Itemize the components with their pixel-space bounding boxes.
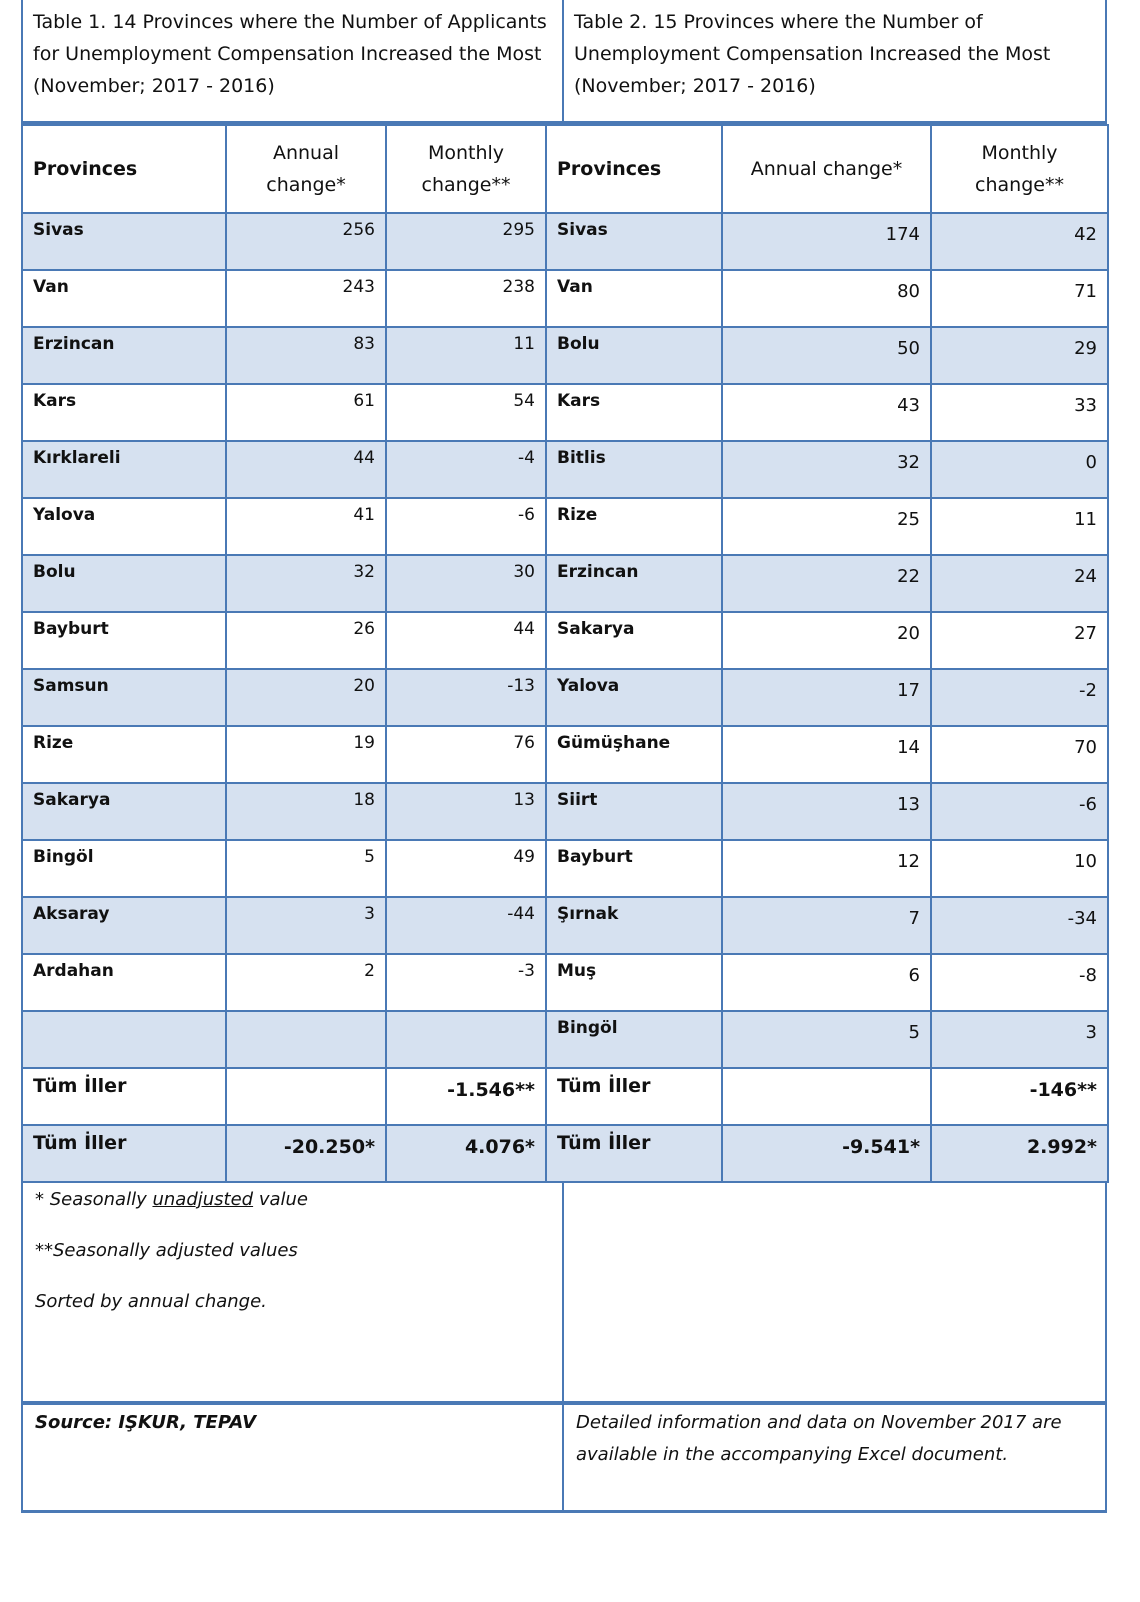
province-right-cell: Erzincan	[546, 555, 722, 612]
table-row	[22, 726, 1108, 783]
table-row	[22, 840, 1108, 897]
annual-left-cell	[226, 1068, 386, 1125]
annual-right-cell: 50	[722, 327, 931, 384]
annual-left-cell: 19	[226, 726, 386, 783]
annual-left-cell: 61	[226, 384, 386, 441]
province-right-cell: Bingöl	[546, 1011, 722, 1068]
source-row	[21, 1405, 1107, 1513]
monthly-left-cell: 49	[386, 840, 546, 897]
annual-right-cell: 25	[722, 498, 931, 555]
annual-right-cell: 7	[722, 897, 931, 954]
province-right-cell: Sivas	[546, 213, 722, 270]
annual-right-cell	[722, 1068, 931, 1125]
province-right-cell: Van	[546, 270, 722, 327]
monthly-right-cell: 10	[931, 840, 1108, 897]
monthly-right-cell: -6	[931, 783, 1108, 840]
table2-title: Table 2. 15 Provinces where the Number of Unemployment Compensation Increased the Most (November; 2017 - 2016)	[574, 11, 1051, 97]
total-row	[22, 1125, 1108, 1182]
monthly-left-cell: -1.546**	[386, 1068, 546, 1125]
monthly-right-cell: 29	[931, 327, 1108, 384]
annual-right-cell: 20	[722, 612, 931, 669]
province-left-cell: Kars	[22, 384, 226, 441]
province-left-cell: Erzincan	[22, 327, 226, 384]
title-row	[21, 0, 1107, 124]
monthly-right-cell: 42	[931, 213, 1108, 270]
header-annual-left: Annual change*	[226, 125, 386, 213]
annual-left-cell: 20	[226, 669, 386, 726]
monthly-left-cell: -13	[386, 669, 546, 726]
annual-right-cell: 43	[722, 384, 931, 441]
province-left-cell: Aksaray	[22, 897, 226, 954]
annual-left-cell: 44	[226, 441, 386, 498]
annual-right-cell: 12	[722, 840, 931, 897]
table-row	[22, 612, 1108, 669]
monthly-right-cell: 0	[931, 441, 1108, 498]
table-row	[22, 213, 1108, 270]
province-left-cell: Bolu	[22, 555, 226, 612]
note-sorted: Sorted by annual change.	[35, 1291, 267, 1312]
annual-right-cell: 80	[722, 270, 931, 327]
header-annual-right: Annual change*	[722, 125, 931, 213]
monthly-left-cell: 295	[386, 213, 546, 270]
monthly-right-cell: 70	[931, 726, 1108, 783]
province-right-cell: Bayburt	[546, 840, 722, 897]
monthly-right-cell: 27	[931, 612, 1108, 669]
province-left-cell: Rize	[22, 726, 226, 783]
notes-row	[21, 1183, 1107, 1405]
table-row	[22, 669, 1108, 726]
annual-left-cell	[226, 1011, 386, 1068]
monthly-left-cell	[386, 1011, 546, 1068]
note-seasonally-unadjusted	[35, 1189, 550, 1210]
monthly-right-cell: 3	[931, 1011, 1108, 1068]
annual-left-cell: 5	[226, 840, 386, 897]
province-right-cell: Rize	[546, 498, 722, 555]
annual-left-cell: -20.250*	[226, 1125, 386, 1182]
notes-cell	[23, 1183, 564, 1401]
province-right-cell: Bitlis	[546, 441, 722, 498]
table-row	[22, 954, 1108, 1011]
monthly-left-cell: -44	[386, 897, 546, 954]
note1-prefix: * Seasonally	[35, 1189, 153, 1210]
province-right-cell: Kars	[546, 384, 722, 441]
table-row	[22, 498, 1108, 555]
header-provinces-right: Provinces	[546, 125, 722, 213]
annual-right-cell: 6	[722, 954, 931, 1011]
header-provinces-left: Provinces	[22, 125, 226, 213]
annual-right-cell: 22	[722, 555, 931, 612]
annual-left-cell: 18	[226, 783, 386, 840]
annual-right-cell: 32	[722, 441, 931, 498]
monthly-right-cell: -2	[931, 669, 1108, 726]
monthly-left-cell: 44	[386, 612, 546, 669]
table-row	[22, 1011, 1108, 1068]
province-left-cell: Van	[22, 270, 226, 327]
annual-left-cell: 3	[226, 897, 386, 954]
monthly-left-cell: 11	[386, 327, 546, 384]
note1-underlined: unadjusted	[152, 1189, 254, 1210]
province-right-cell: Tüm İller	[546, 1125, 722, 1182]
annual-right-cell: 14	[722, 726, 931, 783]
province-left-cell: Tüm İller	[22, 1125, 226, 1182]
monthly-left-cell: 4.076*	[386, 1125, 546, 1182]
monthly-right-cell: 71	[931, 270, 1108, 327]
province-left-cell: Tüm İller	[22, 1068, 226, 1125]
annual-right-cell: 13	[722, 783, 931, 840]
table1-title: Table 1. 14 Provinces where the Number of Applicants for Unemployment Compensation Increased the Most (November; 2017 - 2016)	[23, 0, 564, 121]
header-monthly-right: Monthly change**	[931, 125, 1108, 213]
table-row	[22, 897, 1108, 954]
data-table	[21, 124, 1109, 1183]
monthly-left-cell: 13	[386, 783, 546, 840]
annual-right-cell: 5	[722, 1011, 931, 1068]
annual-left-cell: 243	[226, 270, 386, 327]
report-frame	[21, 0, 1107, 1513]
monthly-left-cell: 238	[386, 270, 546, 327]
annual-left-cell: 256	[226, 213, 386, 270]
annual-right-cell: 17	[722, 669, 931, 726]
source-text: Source: IŞKUR, TEPAV	[23, 1405, 564, 1510]
monthly-right-cell: -146**	[931, 1068, 1108, 1125]
annual-left-cell: 26	[226, 612, 386, 669]
annual-left-cell: 83	[226, 327, 386, 384]
province-left-cell: Bingöl	[22, 840, 226, 897]
header-row	[22, 125, 1108, 213]
province-right-cell: Bolu	[546, 327, 722, 384]
note-seasonally-adjusted: **Seasonally adjusted values	[35, 1240, 298, 1261]
province-left-cell: Sivas	[22, 213, 226, 270]
province-left-cell: Ardahan	[22, 954, 226, 1011]
province-right-cell: Sakarya	[546, 612, 722, 669]
province-right-cell: Yalova	[546, 669, 722, 726]
province-right-cell: Siirt	[546, 783, 722, 840]
monthly-right-cell: 33	[931, 384, 1108, 441]
monthly-left-cell: 76	[386, 726, 546, 783]
monthly-right-cell: 2.992*	[931, 1125, 1108, 1182]
annual-left-cell: 2	[226, 954, 386, 1011]
detailed-info-text: Detailed information and data on November 2017 are available in the accompanying Excel document.	[576, 1412, 1062, 1465]
monthly-right-cell: -34	[931, 897, 1108, 954]
monthly-right-cell: 24	[931, 555, 1108, 612]
annual-left-cell: 41	[226, 498, 386, 555]
province-left-cell: Bayburt	[22, 612, 226, 669]
monthly-right-cell: -8	[931, 954, 1108, 1011]
table-row	[22, 441, 1108, 498]
monthly-left-cell: 30	[386, 555, 546, 612]
annual-right-cell: -9.541*	[722, 1125, 931, 1182]
province-right-cell: Şırnak	[546, 897, 722, 954]
monthly-left-cell: -3	[386, 954, 546, 1011]
province-right-cell: Muş	[546, 954, 722, 1011]
monthly-left-cell: -6	[386, 498, 546, 555]
table-row	[22, 384, 1108, 441]
province-left-cell: Samsun	[22, 669, 226, 726]
monthly-left-cell: -4	[386, 441, 546, 498]
monthly-right-cell: 11	[931, 498, 1108, 555]
province-right-cell: Tüm İller	[546, 1068, 722, 1125]
header-monthly-left: Monthly change**	[386, 125, 546, 213]
monthly-left-cell: 54	[386, 384, 546, 441]
province-left-cell: Yalova	[22, 498, 226, 555]
annual-right-cell: 174	[722, 213, 931, 270]
note1-suffix: value	[253, 1189, 308, 1210]
province-left-cell: Sakarya	[22, 783, 226, 840]
province-left-cell	[22, 1011, 226, 1068]
table-row	[22, 555, 1108, 612]
province-right-cell: Gümüşhane	[546, 726, 722, 783]
total-row	[22, 1068, 1108, 1125]
province-left-cell: Kırklareli	[22, 441, 226, 498]
table-row	[22, 783, 1108, 840]
annual-left-cell: 32	[226, 555, 386, 612]
notes-cell-empty	[564, 1183, 1105, 1401]
table-row	[22, 270, 1108, 327]
table-row	[22, 327, 1108, 384]
